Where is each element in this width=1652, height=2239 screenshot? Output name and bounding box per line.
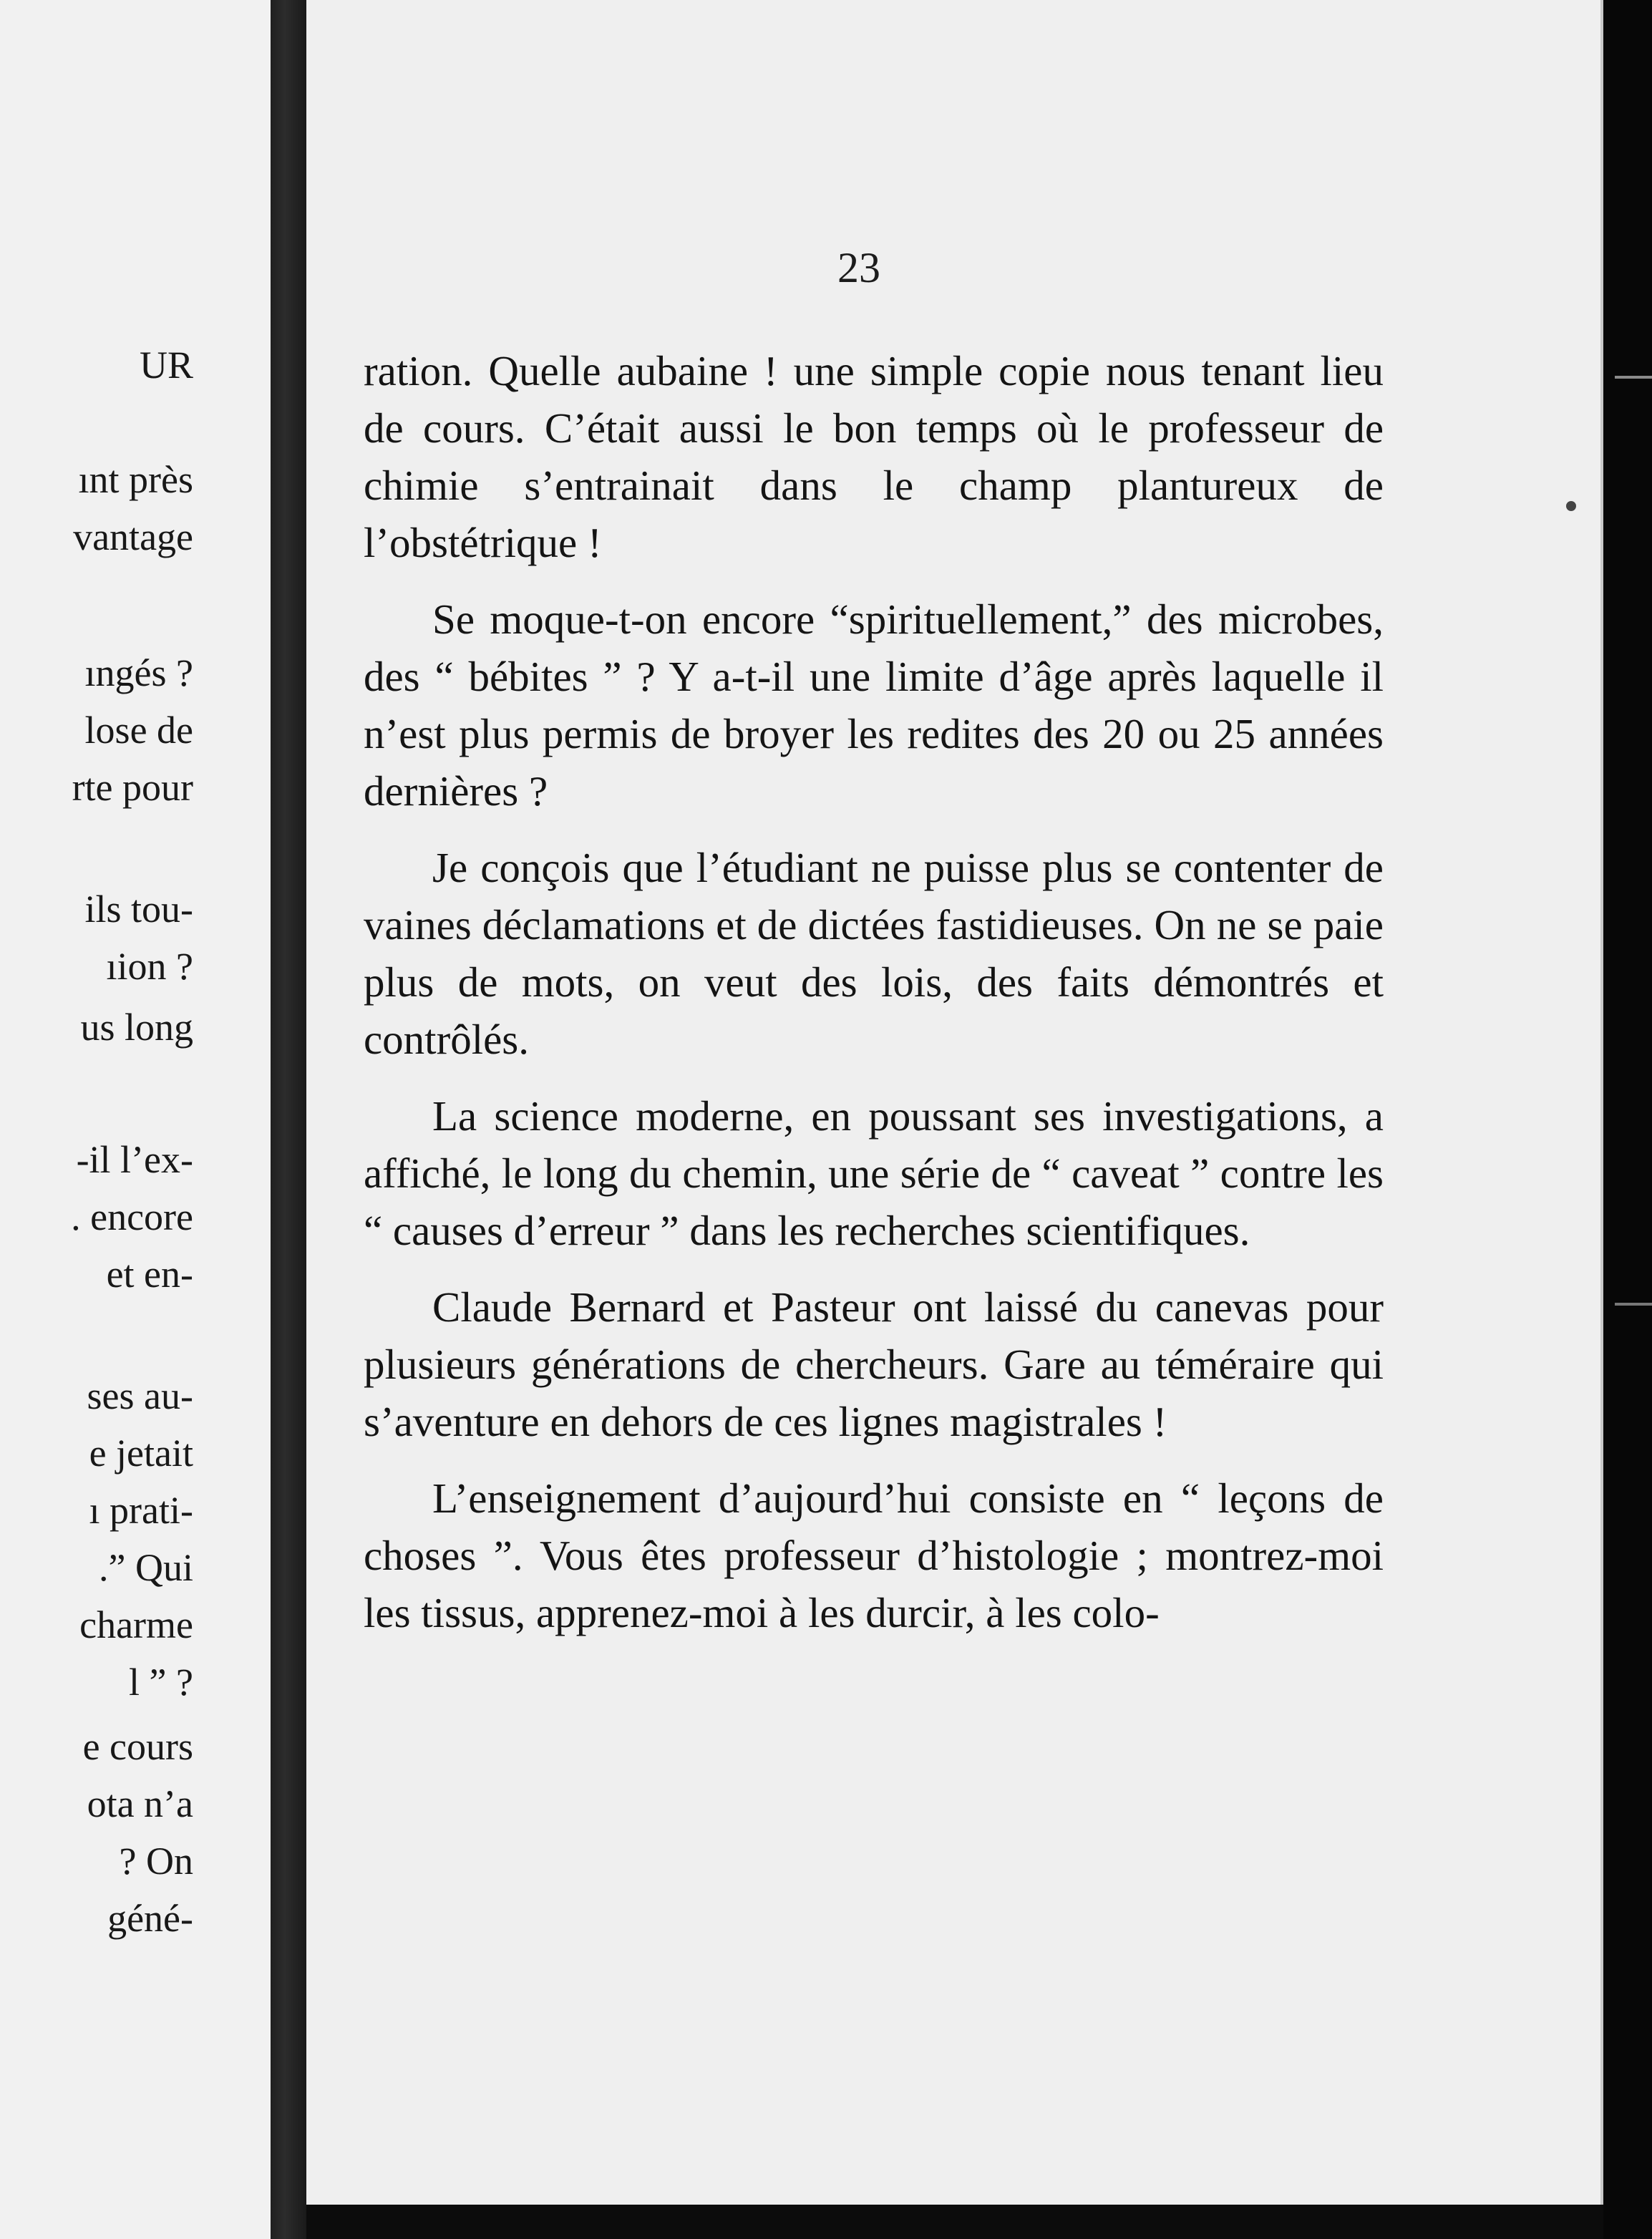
left-page-fragment: rte pour: [72, 766, 193, 809]
left-page-fragment: ota n’a: [87, 1782, 193, 1825]
paragraph: Se moque-t-on encore “spirituellement,” des microbes, des “ bébites ” ? Y a-t-il une limite d’âge après laquelle il n’est plus permis de broyer les redites des 20 ou 25 années dernières ?: [364, 596, 1384, 815]
left-page-fragment: ıion ?: [106, 945, 193, 988]
left-page-fragment: ils tou-: [84, 888, 193, 931]
left-page-fragment: l ” ?: [129, 1661, 193, 1704]
paragraph: La science moderne, en poussant ses investigations, a affiché, le long du chemin, une série de “ caveat ” contre les “ causes d’erreur ” dans les recherches scientifiques.: [364, 1092, 1384, 1254]
edge-mark: [1615, 1303, 1652, 1306]
left-page-fragment: ? On: [119, 1840, 193, 1883]
book-gutter: [271, 0, 306, 2239]
paragraph: Claude Bernard et Pasteur ont laissé du canevas pour plusieurs générations de chercheurs. Gare au téméraire qui s’aventure en dehors de ces lignes magistrales !: [364, 1283, 1384, 1445]
left-page-fragment: ınt près: [78, 458, 193, 501]
ink-speck: [1566, 501, 1576, 511]
left-page-fragment: ıngés ?: [84, 651, 193, 694]
left-page-fragment: ı prati-: [89, 1489, 193, 1532]
left-page-fragment: e jetait: [89, 1432, 193, 1475]
left-page-fragment: -il l’ex-: [76, 1138, 193, 1181]
left-page-fragment: ses au-: [87, 1374, 193, 1417]
left-page-fragment: e cours: [82, 1725, 193, 1768]
left-page-fragment: . encore: [71, 1195, 193, 1238]
paragraph: ration. Quelle aubaine ! une simple copie nous tenant lieu de cours. C’était aussi le bon temps où le professeur de chimie s’entrainait dans le champ plantureux de l’obstétrique !: [364, 347, 1384, 566]
page-number: 23: [837, 244, 880, 291]
paragraph: Je conçois que l’étudiant ne puisse plus se contenter de vaines déclamations et de dictées fastidieuses. On ne se paie plus de mots, on veut des lois, des faits démontrés et contrôlés.: [364, 844, 1384, 1063]
body-text: [364, 342, 1384, 1661]
left-page-fragment: et en-: [106, 1253, 193, 1296]
paragraph: L’enseignement d’aujourd’hui consiste en “ leçons de choses ”. Vous êtes professeur d’histologie ; montrez-moi les tissus, apprenez-moi à les durcir, à les colo-: [364, 1475, 1384, 1636]
left-page-fragment: .” Qui: [99, 1546, 193, 1589]
left-page-fragment: vantage: [73, 515, 193, 558]
left-page-fragment: UR: [139, 344, 193, 387]
left-page-fragment: charme: [79, 1603, 193, 1646]
edge-mark: [1615, 376, 1652, 379]
left-page-fragment: géné-: [107, 1897, 193, 1940]
left-page-fragment: lose de: [84, 709, 193, 752]
left-facing-page: [0, 0, 271, 2239]
left-page-fragment: us long: [80, 1006, 193, 1049]
scan-border: [1603, 0, 1652, 2239]
